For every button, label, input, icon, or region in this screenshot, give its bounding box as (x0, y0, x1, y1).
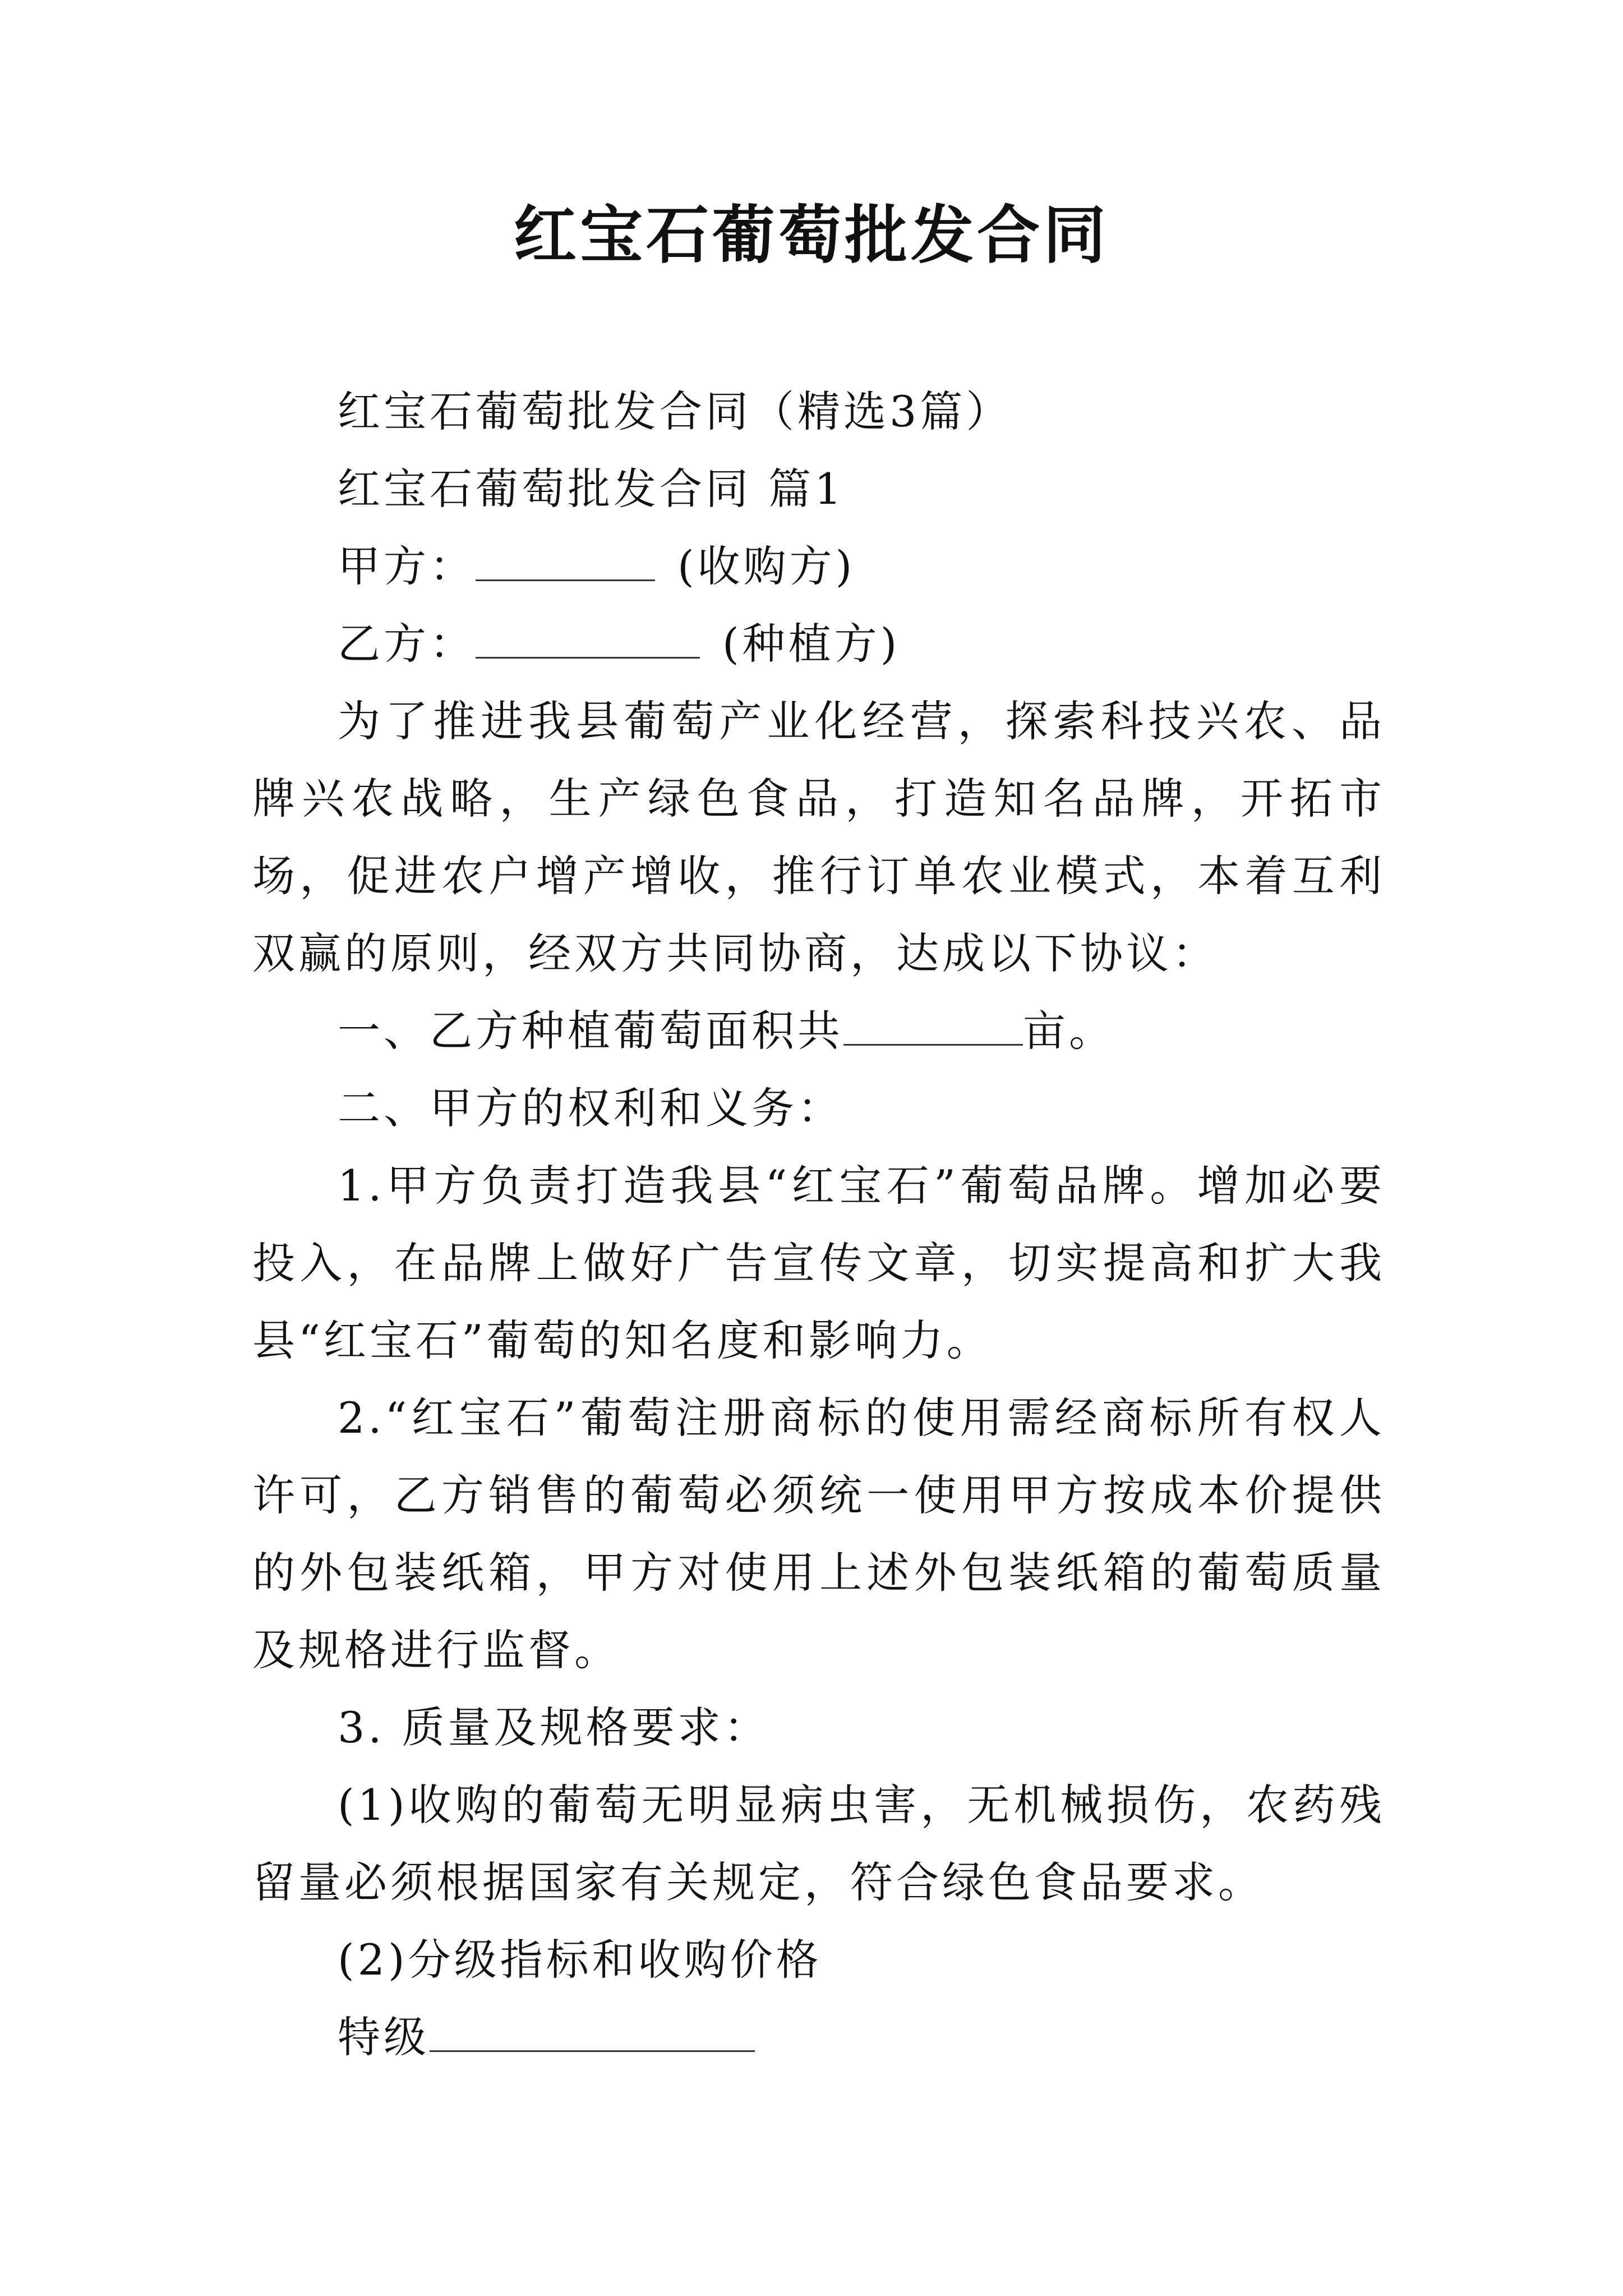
grade-line (252, 1999, 1385, 2076)
clause-1 (252, 992, 1385, 1070)
party-b-label: 乙方： (338, 619, 476, 669)
party-b-blank (476, 618, 700, 659)
grade-label: 特级 (338, 2012, 430, 2062)
intro-paragraph: 为了推进我县葡萄产业化经营，探索科技兴农、品牌兴农战略，生产绿色食品，打造知名品牌，开拓市场，促进农户增产增收，推行订单农业模式，本着互利双赢的原则，经双方共同协商，达成以下协议： (252, 696, 1385, 978)
sub-item-1: (1)收购的葡萄无明显病虫害，无机械损伤，农药残留量必须根据国家有关规定，符合绿色食品要求。 (252, 1780, 1385, 1907)
item-1: 1.甲方负责打造我县“红宝石”葡萄品牌。增加必要投入，在品牌上做好广告宣传文章，切实提高和扩大我县“红宝石”葡萄的知名度和影响力。 (252, 1161, 1385, 1365)
section-heading: 红宝石葡萄批发合同 篇1 (338, 464, 845, 514)
grade-blank (430, 2011, 755, 2052)
item-2: 2.“红宝石”葡萄注册商标的使用需经商标所有权人许可，乙方销售的葡萄必须统一使用甲方按成本价提供的外包装纸箱，甲方对使用上述外包装纸箱的葡萄质量及规格进行监督。 (252, 1393, 1385, 1675)
item-3: 3. 质量及规格要求： (338, 1703, 770, 1752)
subtitle: 红宝石葡萄批发合同（精选3篇） (338, 386, 1012, 436)
party-a-blank (476, 540, 655, 581)
clause-1-text: 一、乙方种植葡萄面积共 (338, 1006, 843, 1056)
party-a-role: (收购方) (677, 541, 856, 591)
party-b-line (252, 605, 1385, 683)
sub-item-2: (2)分级指标和收购价格 (338, 1935, 822, 1985)
area-blank (843, 1005, 1023, 1046)
party-a-label: 甲方： (338, 541, 476, 591)
document-title: 红宝石葡萄批发合同 (514, 199, 1109, 272)
party-a-line (252, 528, 1385, 605)
document-body (252, 373, 1385, 2076)
clause-2: 二、甲方的权利和义务： (338, 1083, 843, 1133)
party-b-role: (种植方) (722, 619, 901, 669)
clause-1-unit: 亩。 (1023, 1006, 1115, 1056)
